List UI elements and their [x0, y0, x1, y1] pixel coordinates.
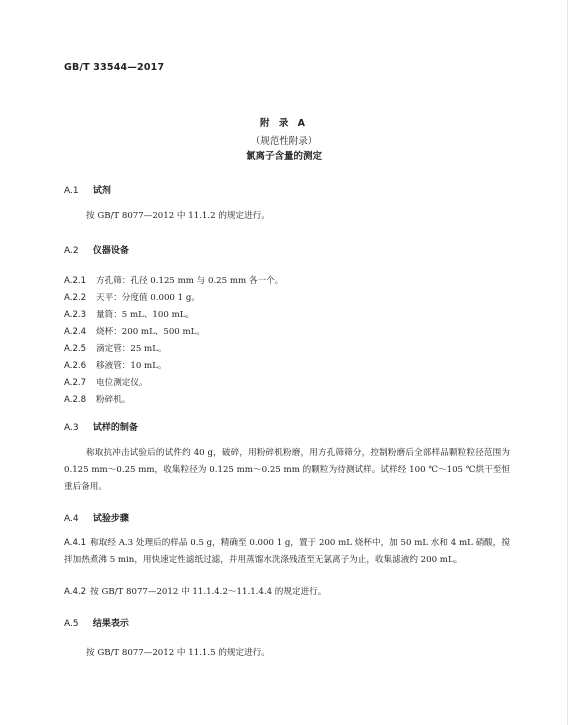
- section-a1-text: 按 GB/T 8077—2012 中 11.1.2 的规定进行。: [86, 211, 270, 221]
- list-item: [64, 393, 130, 405]
- item-text: 移液管：10 mL。: [96, 361, 167, 371]
- section-a5-text: 按 GB/T 8077—2012 中 11.1.5 的规定进行。: [86, 648, 270, 658]
- annex-type: （规范性附录）: [250, 136, 318, 147]
- section-number: A.2: [64, 246, 79, 256]
- list-item: [64, 359, 167, 371]
- item-text: 滴定管：25 mL。: [96, 344, 167, 354]
- item-text: 粉碎机。: [96, 395, 131, 405]
- paragraph-text: 按 GB/T 8077—2012 中 11.1.4.2～11.1.4.4 的规定进行。: [90, 587, 327, 597]
- section-heading-a3: [64, 420, 138, 433]
- item-text: 量筒：5 mL、100 mL。: [96, 310, 195, 320]
- standard-number: GB/T 33544—2017: [64, 62, 165, 73]
- paragraph-number: A.4.2: [64, 587, 87, 597]
- list-item: [64, 308, 194, 320]
- section-heading-a4: [64, 511, 129, 524]
- list-item: [64, 274, 283, 286]
- section-a3-text: 称取抗冲击试验后的试件约 40 g，破碎，用粉碎机粉磨，用方孔筛筛分，控制粉磨后全部样品颗粒粒径范围为 0.125 mm～0.25 mm，收集粒径为 0.125 mm～0.25 mm 的颗粒为待测试样。试样经 100 ℃～105 ℃烘干至恒重后备用。: [64, 448, 510, 492]
- item-number: A.2.4: [64, 327, 87, 337]
- list-item: [64, 291, 200, 303]
- list-item: [64, 376, 148, 388]
- section-a4-paragraph-1: [64, 535, 510, 569]
- item-number: A.2.1: [64, 276, 87, 286]
- annex-title: 氯离子含量的测定: [245, 151, 322, 162]
- item-number: A.2.3: [64, 310, 87, 320]
- section-number: A.1: [64, 186, 79, 196]
- item-number: A.2.7: [64, 378, 87, 388]
- item-number: A.2.2: [64, 293, 87, 303]
- section-title: 试验步骤: [92, 514, 129, 524]
- section-number: A.3: [64, 423, 79, 433]
- item-number: A.2.6: [64, 361, 87, 371]
- section-heading-a1: [64, 183, 111, 196]
- annex-label: 附 录 A: [260, 118, 308, 129]
- item-text: 天平：分度值 0.000 1 g。: [96, 293, 200, 303]
- section-number: A.4: [64, 514, 79, 524]
- paragraph-text: 称取经 A.3 处理后的样品 0.5 g，精确至 0.000 1 g，置于 200 mL 烧杯中，加 50 mL 水和 4 mL 硝酸，搅拌加热煮沸 5 min，用快速定性滤纸过滤，并用蒸馏水洗涤残渣至无氯离子为止，收集滤液约 200 mL。: [64, 538, 510, 565]
- section-title: 结果表示: [92, 619, 129, 629]
- section-title: 仪器设备: [92, 246, 129, 256]
- section-title: 试样的制备: [92, 423, 138, 433]
- item-text: 电位测定仪。: [96, 378, 148, 388]
- item-number: A.2.8: [64, 395, 87, 405]
- paragraph-number: A.4.1: [64, 538, 87, 548]
- list-item: [64, 342, 167, 354]
- item-text: 方孔筛：孔径 0.125 mm 与 0.25 mm 各一个。: [96, 276, 284, 286]
- item-number: A.2.5: [64, 344, 87, 354]
- item-text: 烧杯：200 mL、500 mL。: [96, 327, 205, 337]
- section-heading-a2: [64, 243, 129, 256]
- section-a4-paragraph-2: [64, 584, 510, 601]
- section-number: A.5: [64, 619, 79, 629]
- list-item: [64, 325, 205, 337]
- section-heading-a5: [64, 616, 129, 629]
- section-title: 试剂: [92, 186, 111, 196]
